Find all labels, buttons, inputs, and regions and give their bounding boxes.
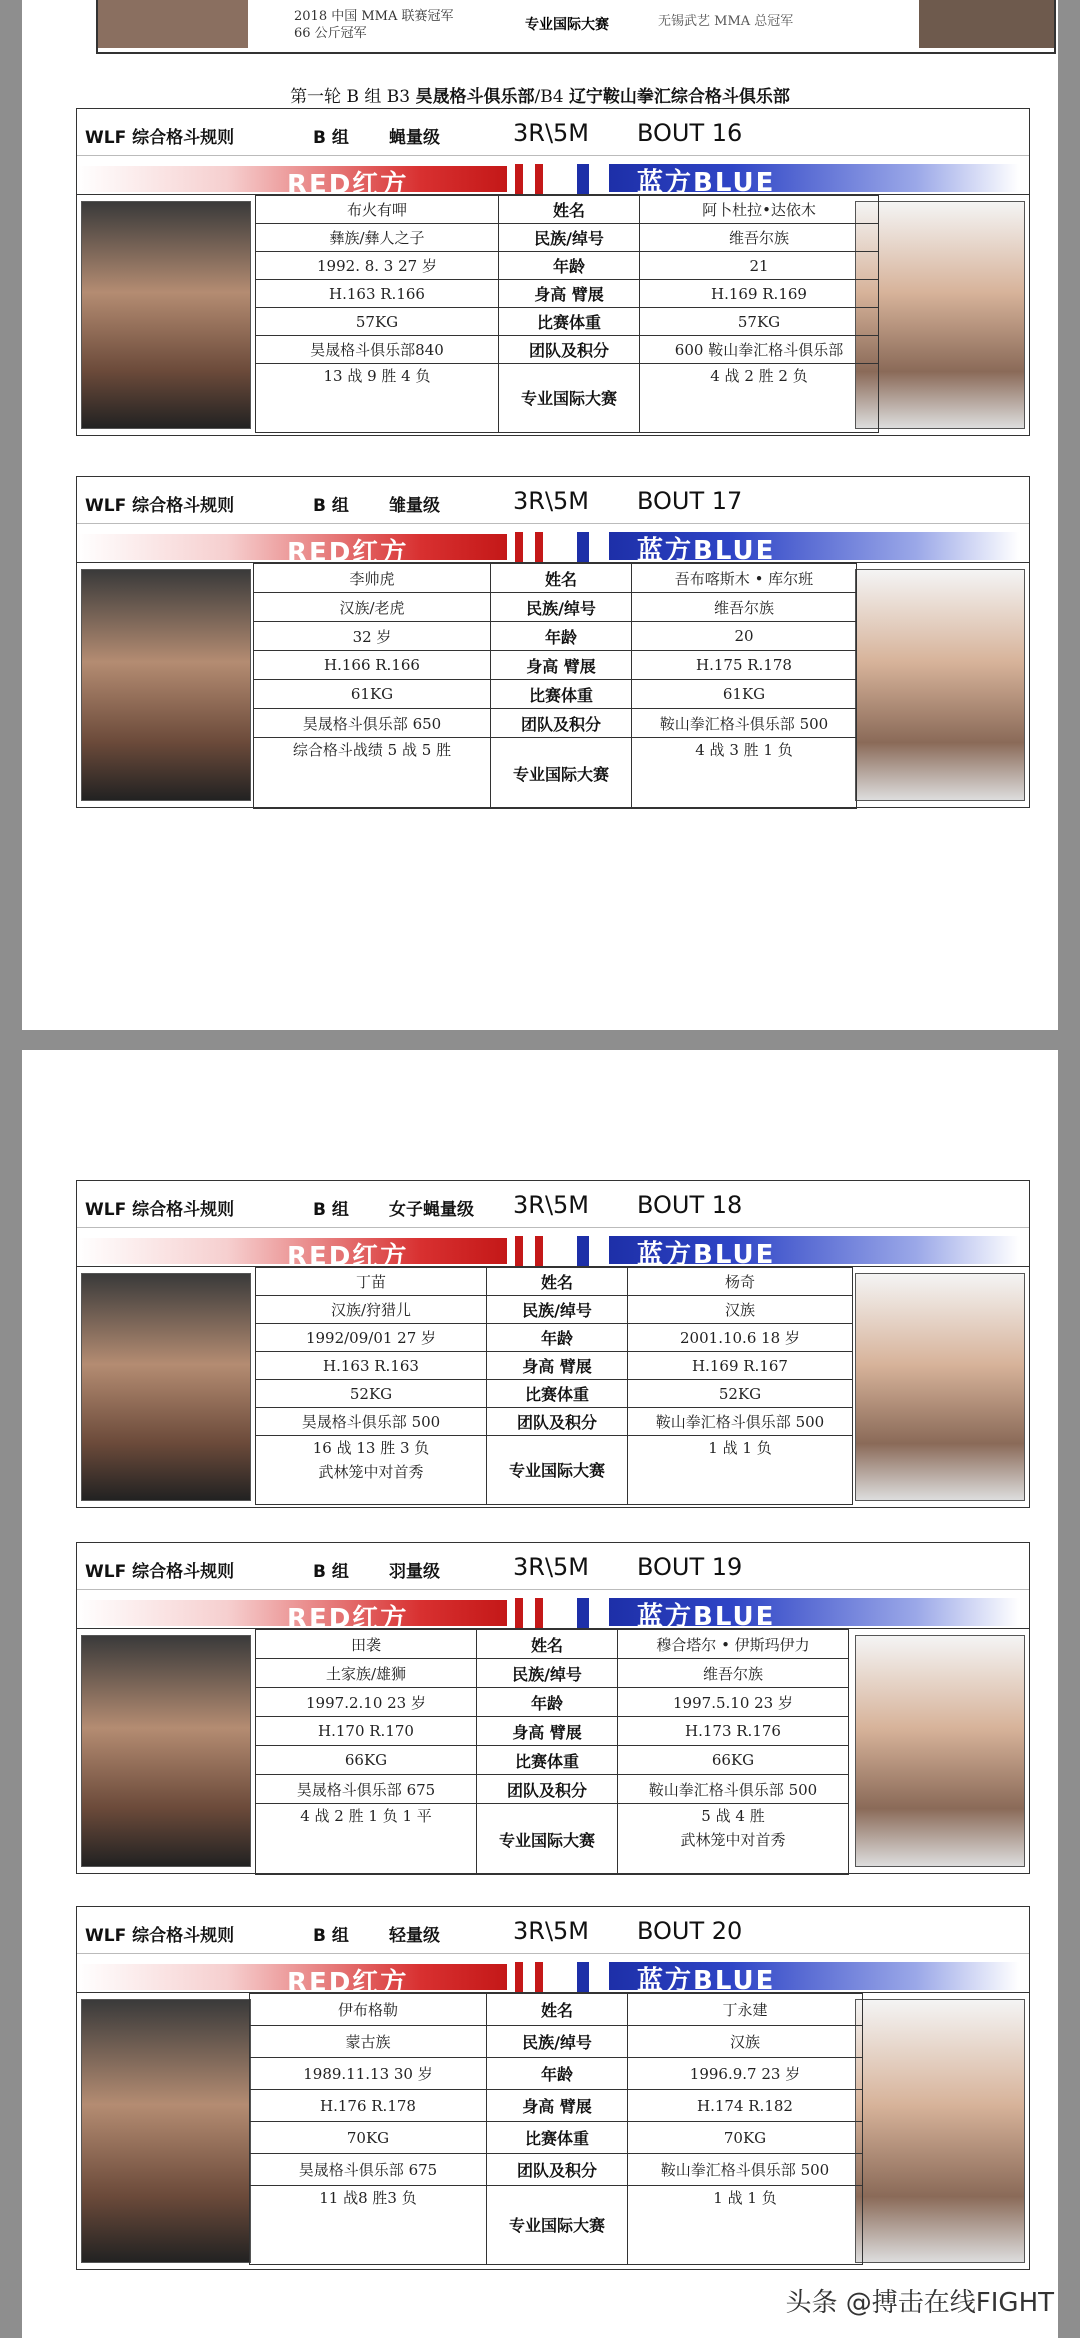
- red-stripe: [515, 1598, 523, 1628]
- field-label: 比赛体重: [499, 308, 640, 336]
- field-label: 专业国际大赛: [487, 1436, 628, 1505]
- corner-band: [77, 523, 1029, 568]
- comparison-row: [256, 1804, 849, 1875]
- red-fighter-note: 16 战 13 胜 3 负: [312, 1439, 430, 1457]
- red-fighter-value: H.170 R.170: [256, 1717, 477, 1746]
- comparison-row: [254, 564, 857, 593]
- blue-corner-label: 蓝方BLUE: [637, 168, 776, 198]
- blue-fighter-note: 4 战 3 胜 1 负: [695, 741, 793, 759]
- blue-fighter-value: 汉族: [628, 2026, 863, 2058]
- fighter-comparison-table: [249, 1993, 863, 2265]
- blue-corner-label: 蓝方BLUE: [637, 536, 776, 566]
- blue-fighter-value: 杨奇: [628, 1268, 853, 1296]
- bout-card: [76, 1906, 1030, 2270]
- blue-fighter-note: 5 战 4 胜: [701, 1807, 765, 1825]
- red-corner-label: RED红方: [287, 1242, 409, 1272]
- comparison-row: [256, 1268, 853, 1296]
- field-label: 团队及积分: [487, 1408, 628, 1436]
- bout-body: [77, 194, 1029, 435]
- red-fighter-value: 32 岁: [254, 622, 491, 651]
- blue-fighter-value: H.173 R.176: [618, 1717, 849, 1746]
- weight-class: 轻量级: [389, 1926, 440, 1946]
- bout-number: BOUT 20: [637, 1917, 743, 1945]
- field-label: 身高 臂展: [477, 1717, 618, 1746]
- comparison-row: [254, 651, 857, 680]
- comparison-row: [256, 308, 879, 336]
- field-label: 团队及积分: [499, 336, 640, 364]
- weight-class: 女子蝇量级: [389, 1200, 474, 1220]
- blue-fighter-value: 66KG: [618, 1746, 849, 1775]
- field-label: 民族/绰号: [491, 593, 632, 622]
- comparison-row: [254, 738, 857, 809]
- bout-card: [76, 1180, 1030, 1508]
- red-fighter-value: 彝族/彝人之子: [256, 224, 499, 252]
- blue-fighter-value: 维吾尔族: [640, 224, 879, 252]
- blue-fighter-value: 汉族: [628, 1296, 853, 1324]
- group-label: B 组: [313, 1926, 349, 1946]
- previous-red-record: 2018 中国 MMA 联赛冠军 66 公斤冠军: [294, 9, 454, 41]
- field-label: 民族/绰号: [487, 1296, 628, 1324]
- rule-label: WLF 综合格斗规则: [85, 496, 235, 516]
- blue-fighter-value: 维吾尔族: [618, 1659, 849, 1688]
- red-corner-label: RED红方: [287, 170, 409, 200]
- red-fighter-value: 布火有呷: [256, 196, 499, 224]
- blue-corner-label: 蓝方BLUE: [637, 1966, 776, 1996]
- field-label: 比赛体重: [491, 680, 632, 709]
- blue-fighter-note: 武林笼中对首秀: [680, 1831, 786, 1849]
- field-label: 年龄: [487, 2058, 628, 2090]
- watermark: 头条 @搏击在线FIGHT: [785, 2288, 1054, 2318]
- group-label: B 组: [313, 128, 349, 148]
- red-fighter-value: 昊晟格斗俱乐部 650: [254, 709, 491, 738]
- field-label: 比赛体重: [477, 1746, 618, 1775]
- rule-label: WLF 综合格斗规则: [85, 128, 235, 148]
- field-label: 民族/绰号: [477, 1659, 618, 1688]
- field-label: 身高 臂展: [487, 2090, 628, 2122]
- fighter-comparison-table: [255, 1267, 853, 1505]
- blue-corner-label: 蓝方BLUE: [637, 1602, 776, 1632]
- blue-fighter-value: [618, 1804, 849, 1875]
- red-fighter-value: 蒙古族: [250, 2026, 487, 2058]
- field-label: 比赛体重: [487, 1380, 628, 1408]
- group-label: B 组: [313, 1200, 349, 1220]
- rule-label: WLF 综合格斗规则: [85, 1926, 235, 1946]
- red-fighter-value: 汉族/狩猎儿: [256, 1296, 487, 1324]
- bout-card: [76, 476, 1030, 808]
- red-fighter-value: 昊晟格斗俱乐部840: [256, 336, 499, 364]
- rule-label: WLF 综合格斗规则: [85, 1200, 235, 1220]
- red-fighter-value: 汉族/老虎: [254, 593, 491, 622]
- blue-fighter-value: 吾布喀斯木 • 库尔班: [632, 564, 857, 593]
- red-fighter-value: 1992/09/01 27 岁: [256, 1324, 487, 1352]
- blue-fighter-value: 鞍山拳汇格斗俱乐部 500: [632, 709, 857, 738]
- bout-number: BOUT 16: [637, 119, 743, 147]
- comparison-row: [250, 1994, 863, 2026]
- fighter-red-18-photo: [81, 1273, 251, 1501]
- field-label: 年龄: [487, 1324, 628, 1352]
- rule-label: WLF 综合格斗规则: [85, 1562, 235, 1582]
- field-label: 年龄: [499, 252, 640, 280]
- blue-fighter-value: [628, 2186, 863, 2265]
- comparison-row: [256, 1436, 853, 1505]
- bout-number: BOUT 18: [637, 1191, 743, 1219]
- red-stripe: [515, 164, 523, 194]
- comparison-row: [256, 1717, 849, 1746]
- field-label: 身高 臂展: [487, 1352, 628, 1380]
- fighter-blue-16-photo: [855, 201, 1025, 429]
- red-fighter-value: [256, 364, 499, 433]
- rounds-format: 3R\5M: [513, 1553, 590, 1581]
- red-fighter-value: [256, 1804, 477, 1875]
- fighter-red-17-photo: [81, 569, 251, 801]
- field-label: 身高 臂展: [491, 651, 632, 680]
- bout-body: [77, 562, 1029, 807]
- red-corner-label: RED红方: [287, 538, 409, 568]
- blue-fighter-value: H.175 R.178: [632, 651, 857, 680]
- blue-fighter-value: 阿卜杜拉•达依木: [640, 196, 879, 224]
- red-fighter-note: 13 战 9 胜 4 负: [323, 367, 431, 385]
- red-stripe: [535, 164, 543, 194]
- weight-class: 羽量级: [389, 1562, 440, 1582]
- blue-fighter-value: 2001.10.6 18 岁: [628, 1324, 853, 1352]
- blue-stripe: [577, 1236, 589, 1266]
- field-label: 比赛体重: [487, 2122, 628, 2154]
- blue-stripe: [577, 532, 589, 562]
- field-label: 民族/绰号: [499, 224, 640, 252]
- field-label: 姓名: [499, 196, 640, 224]
- red-fighter-value: 昊晟格斗俱乐部 675: [256, 1775, 477, 1804]
- comparison-row: [250, 2154, 863, 2186]
- red-stripe: [515, 532, 523, 562]
- red-fighter-value: H.176 R.178: [250, 2090, 487, 2122]
- blue-fighter-value: [628, 1436, 853, 1505]
- fighter-red-20-photo: [81, 1999, 251, 2263]
- red-stripe: [535, 1962, 543, 1992]
- comparison-row: [254, 680, 857, 709]
- red-fighter-value: H.166 R.166: [254, 651, 491, 680]
- bout-number: BOUT 17: [637, 487, 743, 515]
- field-label: 团队及积分: [491, 709, 632, 738]
- field-label: 身高 臂展: [499, 280, 640, 308]
- blue-fighter-value: 70KG: [628, 2122, 863, 2154]
- field-label: 年龄: [477, 1688, 618, 1717]
- blue-stripe: [577, 1962, 589, 1992]
- comparison-row: [250, 2122, 863, 2154]
- blue-fighter-value: 1996.9.7 23 岁: [628, 2058, 863, 2090]
- fighter-comparison-table: [253, 563, 857, 809]
- blue-fighter-value: 鞍山拳汇格斗俱乐部 500: [618, 1775, 849, 1804]
- previous-middle-cell: 专业国际大赛: [512, 10, 622, 40]
- red-fighter-value: 田袭: [256, 1630, 477, 1659]
- comparison-row: [254, 593, 857, 622]
- fighter-red-19-photo: [81, 1635, 251, 1867]
- corner-band: [77, 1953, 1029, 1998]
- bout-body: [77, 1266, 1029, 1507]
- field-label: 姓名: [477, 1630, 618, 1659]
- rounds-format: 3R\5M: [513, 1191, 590, 1219]
- previous-blue-photo: [919, 0, 1054, 48]
- comparison-row: [256, 1296, 853, 1324]
- red-fighter-value: 李帅虎: [254, 564, 491, 593]
- comparison-row: [256, 252, 879, 280]
- corner-band: [77, 155, 1029, 200]
- fighter-blue-18-photo: [855, 1273, 1025, 1501]
- blue-stripe: [577, 164, 589, 194]
- red-stripe: [515, 1962, 523, 1992]
- red-fighter-value: 昊晟格斗俱乐部 500: [256, 1408, 487, 1436]
- field-label: 团队及积分: [477, 1775, 618, 1804]
- comparison-row: [254, 709, 857, 738]
- fighter-comparison-table: [255, 1629, 849, 1875]
- fighter-blue-17-photo: [855, 569, 1025, 801]
- comparison-row: [256, 1775, 849, 1804]
- red-fighter-note: 武林笼中对首秀: [318, 1463, 424, 1481]
- blue-fighter-value: 57KG: [640, 308, 879, 336]
- blue-fighter-value: 600 鞍山拳汇格斗俱乐部: [640, 336, 879, 364]
- corner-band: [77, 1227, 1029, 1272]
- comparison-row: [250, 2026, 863, 2058]
- comparison-row: [256, 336, 879, 364]
- weight-class: 蝇量级: [389, 128, 440, 148]
- previous-red-photo: [98, 0, 248, 48]
- rounds-format: 3R\5M: [513, 119, 590, 147]
- fighter-blue-19-photo: [855, 1635, 1025, 1867]
- bout-card: [76, 1542, 1030, 1874]
- comparison-row: [250, 2090, 863, 2122]
- blue-fighter-value: 丁永建: [628, 1994, 863, 2026]
- red-stripe: [535, 532, 543, 562]
- blue-fighter-value: [632, 738, 857, 809]
- rounds-format: 3R\5M: [513, 1917, 590, 1945]
- blue-fighter-value: 穆合塔尔 • 伊斯玛伊力: [618, 1630, 849, 1659]
- red-corner-label: RED红方: [287, 1968, 409, 1998]
- blue-fighter-value: 20: [632, 622, 857, 651]
- field-label: 民族/绰号: [487, 2026, 628, 2058]
- bout-number: BOUT 19: [637, 1553, 743, 1581]
- comparison-row: [256, 1324, 853, 1352]
- comparison-row: [256, 1746, 849, 1775]
- blue-fighter-value: 52KG: [628, 1380, 853, 1408]
- red-stripe: [535, 1236, 543, 1266]
- previous-blue-record: 无锡武艺 MMA 总冠军: [658, 14, 794, 29]
- blue-stripe: [577, 1598, 589, 1628]
- bout-body: [77, 1628, 1029, 1873]
- red-stripe: [515, 1236, 523, 1266]
- bout-header: [77, 109, 1029, 155]
- blue-fighter-value: 维吾尔族: [632, 593, 857, 622]
- group-label: B 组: [313, 496, 349, 516]
- blue-fighter-note: 1 战 1 负: [708, 1439, 772, 1457]
- red-fighter-note: 综合格斗战绩 5 战 5 胜: [292, 741, 452, 759]
- blue-fighter-value: [640, 364, 879, 433]
- weight-class: 雏量级: [389, 496, 440, 516]
- comparison-row: [256, 1408, 853, 1436]
- blue-fighter-value: 鞍山拳汇格斗俱乐部 500: [628, 2154, 863, 2186]
- bout-card: [76, 108, 1030, 436]
- blue-fighter-value: H.169 R.169: [640, 280, 879, 308]
- blue-fighter-note: 4 战 2 胜 2 负: [710, 367, 808, 385]
- red-fighter-value: [250, 2186, 487, 2265]
- bout-body: [77, 1992, 1029, 2269]
- comparison-row: [254, 622, 857, 651]
- bout-header: [77, 477, 1029, 523]
- field-label: 姓名: [491, 564, 632, 593]
- fighter-blue-20-photo: [855, 1999, 1025, 2263]
- red-fighter-value: H.163 R.166: [256, 280, 499, 308]
- red-fighter-value: 66KG: [256, 1746, 477, 1775]
- field-label: 姓名: [487, 1268, 628, 1296]
- comparison-row: [256, 1380, 853, 1408]
- red-fighter-value: 丁苗: [256, 1268, 487, 1296]
- red-fighter-value: H.163 R.163: [256, 1352, 487, 1380]
- comparison-row: [256, 1659, 849, 1688]
- red-fighter-value: 土家族/雄狮: [256, 1659, 477, 1688]
- fighter-red-16-photo: [81, 201, 251, 429]
- comparison-row: [256, 1630, 849, 1659]
- field-label: 专业国际大赛: [499, 364, 640, 433]
- field-label: 年龄: [491, 622, 632, 651]
- bout-header: [77, 1181, 1029, 1227]
- comparison-row: [256, 364, 879, 433]
- blue-fighter-value: 鞍山拳汇格斗俱乐部 500: [628, 1408, 853, 1436]
- comparison-row: [256, 224, 879, 252]
- red-fighter-note: 4 战 2 胜 1 负 1 平: [300, 1807, 432, 1825]
- corner-band: [77, 1589, 1029, 1634]
- field-label: 专业国际大赛: [491, 738, 632, 809]
- field-label: 专业国际大赛: [487, 2186, 628, 2265]
- blue-fighter-value: 61KG: [632, 680, 857, 709]
- red-corner-label: RED红方: [287, 1604, 409, 1634]
- comparison-row: [250, 2058, 863, 2090]
- red-stripe: [535, 1598, 543, 1628]
- red-fighter-note: 11 战8 胜3 负: [319, 2189, 417, 2207]
- blue-fighter-value: H.174 R.182: [628, 2090, 863, 2122]
- bout-header: [77, 1543, 1029, 1589]
- red-fighter-value: 52KG: [256, 1380, 487, 1408]
- group-label: B 组: [313, 1562, 349, 1582]
- previous-bout-fragment: [96, 0, 1056, 54]
- rounds-format: 3R\5M: [513, 487, 590, 515]
- red-fighter-value: 70KG: [250, 2122, 487, 2154]
- field-label: 姓名: [487, 1994, 628, 2026]
- bout-header: [77, 1907, 1029, 1953]
- red-fighter-value: 57KG: [256, 308, 499, 336]
- comparison-row: [250, 2186, 863, 2265]
- red-fighter-value: [254, 738, 491, 809]
- comparison-row: [256, 1688, 849, 1717]
- red-fighter-value: 1997.2.10 23 岁: [256, 1688, 477, 1717]
- comparison-row: [256, 1352, 853, 1380]
- blue-fighter-value: 1997.5.10 23 岁: [618, 1688, 849, 1717]
- field-label: 专业国际大赛: [477, 1804, 618, 1875]
- red-fighter-value: 1992. 8. 3 27 岁: [256, 252, 499, 280]
- comparison-row: [256, 196, 879, 224]
- field-label: 团队及积分: [487, 2154, 628, 2186]
- red-fighter-value: [256, 1436, 487, 1505]
- fighter-comparison-table: [255, 195, 879, 433]
- red-fighter-value: 昊晟格斗俱乐部 675: [250, 2154, 487, 2186]
- blue-fighter-value: H.169 R.167: [628, 1352, 853, 1380]
- red-fighter-value: 伊布格勒: [250, 1994, 487, 2026]
- red-fighter-value: 61KG: [254, 680, 491, 709]
- blue-fighter-value: 21: [640, 252, 879, 280]
- blue-fighter-note: 1 战 1 负: [713, 2189, 777, 2207]
- round-title: 第一轮 B 组 B3 昊晟格斗俱乐部/B4 辽宁鞍山拳汇综合格斗俱乐部: [290, 87, 790, 107]
- blue-corner-label: 蓝方BLUE: [637, 1240, 776, 1270]
- comparison-row: [256, 280, 879, 308]
- red-fighter-value: 1989.11.13 30 岁: [250, 2058, 487, 2090]
